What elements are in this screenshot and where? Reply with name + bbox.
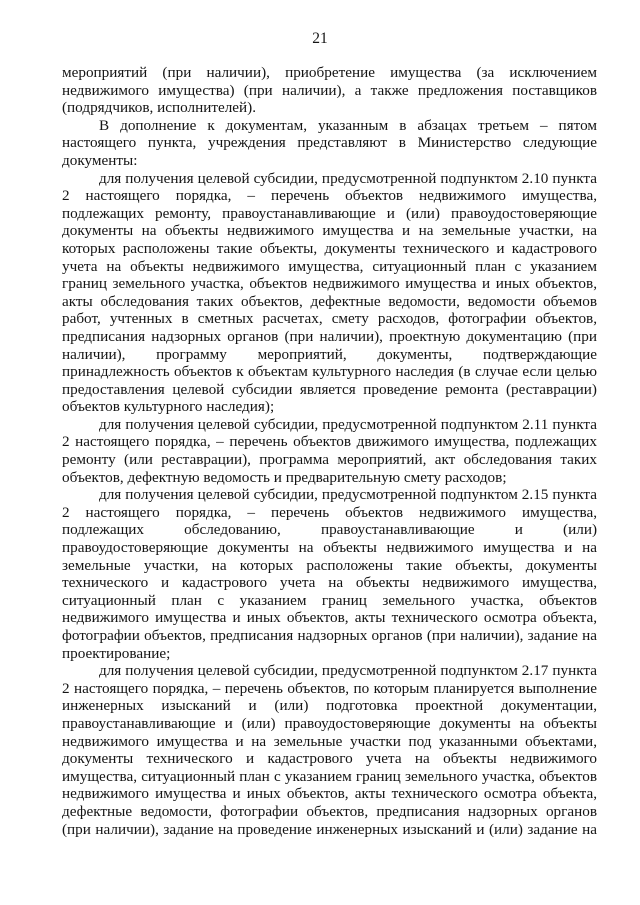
paragraph-subsidy-2-15: для получения целевой субсидии, предусмотренной подпунктом 2.15 пункта 2 настоящего порядка, – перечень объектов недвижимого имущества, подлежащих обследованию, правоустанавливающие и (или) правоудостоверяющие документы на объекты недвижимого имущества и на земельные участки, на которых расположены такие объекты, документы технического и кадастрового учета на объекты недвижимого имущества, ситуационный план с указанием границ земельного участка, объектов недвижимого имущества и иных объектов, акты технического осмотра объекта, фотографии объектов, предписания надзорных органов (при наличии), задание на проектирование; <box>62 486 597 662</box>
paragraph-subsidy-2-17: для получения целевой субсидии, предусмотренной подпунктом 2.17 пункта 2 настоящего порядка, – перечень объектов, по которым планируется выполнение инженерных изысканий и (или) подготовка проектной документации, правоустанавливающие и (или) правоудостоверяющие документы на объекты недвижимого имущества и на земельные участки под указанными объектами, документы технического и кадастрового учета на объекты недвижимого имущества, ситуационный план с указанием границ земельного участка, объектов недвижимого имущества и иных объектов, акты технического осмотра объекта, дефектные ведомости, фотографии объектов, предписания надзорных органов (при наличии), задание на проведение инженерных изысканий и (или) задание на <box>62 662 597 838</box>
paragraph-continuation: мероприятий (при наличии), приобретение имущества (за исключением недвижимого имущества) (при наличии), а также предложения поставщиков (подрядчиков, исполнителей). <box>62 64 597 117</box>
page-number: 21 <box>312 30 328 47</box>
paragraph-subsidy-2-11: для получения целевой субсидии, предусмотренной подпунктом 2.11 пункта 2 настоящего порядка, – перечень объектов движимого имущества, подлежащих ремонту (или реставрации), программа мероприятий, акт обследования таких объектов, дефектную ведомость и предварительную смету расходов; <box>62 415 597 486</box>
paragraph-subsidy-2-10: для получения целевой субсидии, предусмотренной подпунктом 2.10 пункта 2 настоящего порядка, – перечень объектов недвижимого имущества, подлежащих ремонту, правоустанавливающие и (или) правоудостоверяющие документы на объекты недвижимого имущества и на земельные участки, на которых расположены такие объекты, документы технического и кадастрового учета на объекты недвижимого имущества, ситуационный план с указанием границ земельного участка, объектов недвижимого имущества и иных объектов, акты обследования таких объектов, дефектные ведомости, ведомости объемов работ, учтенных в сметных расчетах, смету расходов, фотографии объектов, предписания надзорных органов (при наличии), проектную документацию (при наличии), программу мероприятий, документы, подтверждающие принадлежность объектов к объектам культурного наследия (в случае если целью предоставления целевой субсидии является проведение ремонта (реставрации) объектов культурного наследия); <box>62 169 597 416</box>
document-body <box>62 64 597 838</box>
paragraph-additional-documents: В дополнение к документам, указанным в абзацах третьем – пятом настоящего пункта, учреждения представляют в Министерство следующие документы: <box>62 116 597 169</box>
